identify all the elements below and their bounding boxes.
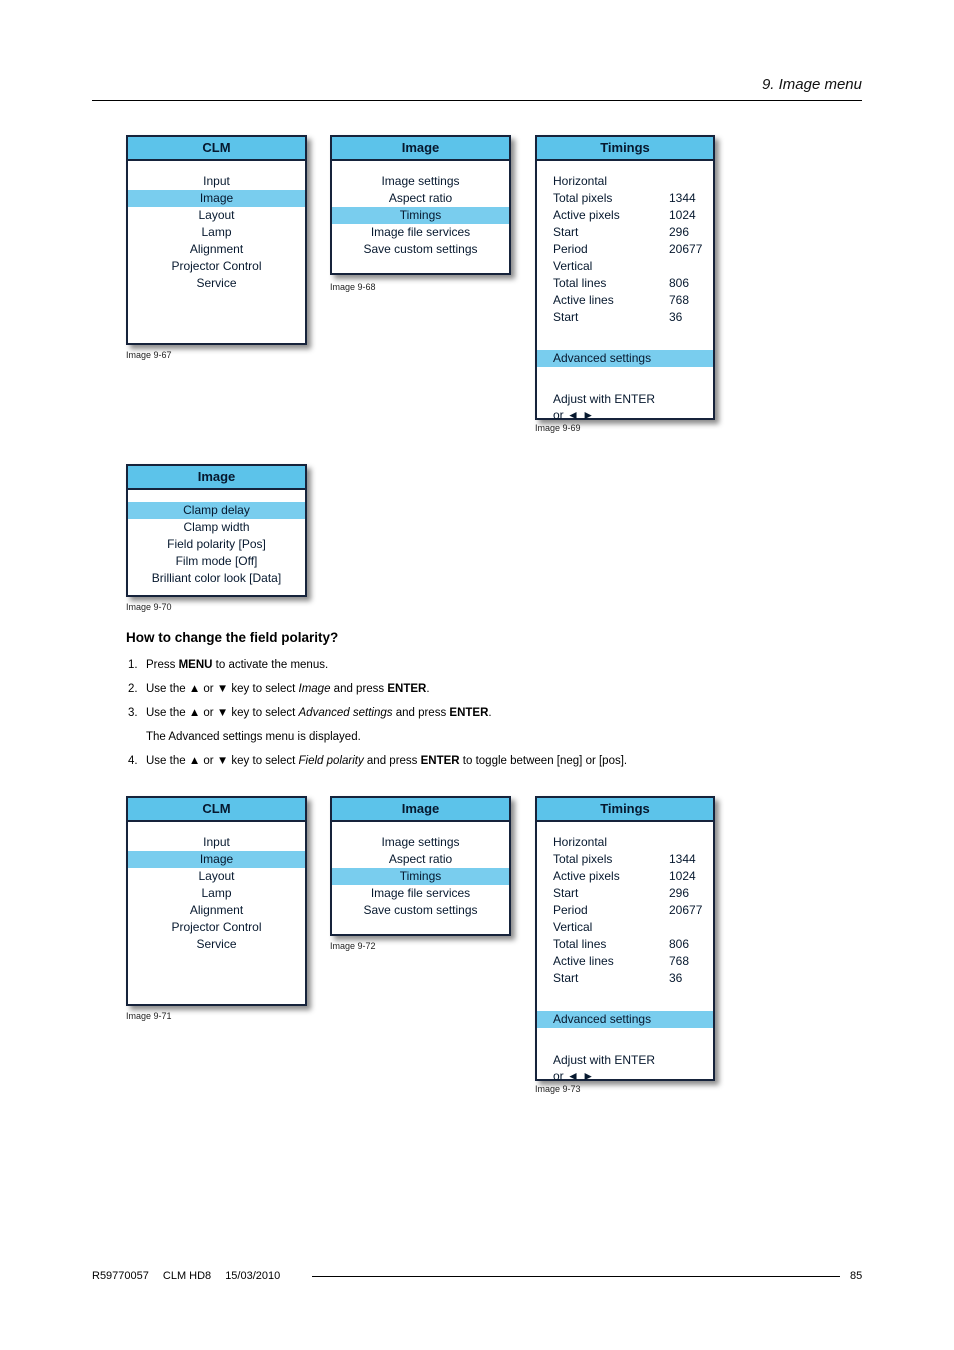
menu-item: Image file services [370, 225, 471, 239]
hint-text [537, 1052, 713, 1084]
step-text: Use the ▲ or ▼ key to select [146, 707, 299, 719]
figure-caption: Image 9-70 [126, 602, 172, 612]
menu-item-highlighted: Timings [332, 207, 509, 224]
step-text: and press [330, 683, 388, 695]
row-label: Start [553, 886, 579, 900]
menu-item-list [128, 490, 305, 587]
step-menu-name: Advanced settings [298, 707, 393, 719]
row-label: Total pixels [553, 852, 613, 866]
step-1 [128, 658, 768, 672]
timings-row [537, 224, 713, 241]
hint-line-2: or ◄ ► [553, 1069, 595, 1083]
footer-date: 15/03/2010 [225, 1270, 281, 1282]
row-value: 20677 [669, 903, 703, 917]
hint-line-1: Adjust with ENTER [553, 1053, 656, 1067]
row-label: Horizontal [553, 174, 608, 188]
menu-title: Image [128, 466, 305, 490]
row-value: 806 [669, 937, 690, 951]
step-key: MENU [178, 659, 213, 671]
menu-item: Aspect ratio [388, 852, 453, 866]
menu-item: Service [196, 937, 237, 951]
header-rule [92, 100, 862, 101]
image-advanced-menu-figure [126, 464, 307, 597]
row-label: Horizontal [553, 835, 608, 849]
figure-caption: Image 9-68 [330, 282, 376, 292]
timings-row [537, 851, 713, 868]
hint-line-2: or ◄ ► [553, 408, 595, 422]
menu-item: Field polarity [Pos] [167, 537, 266, 551]
row-value: 768 [669, 293, 690, 307]
timings-row [537, 936, 713, 953]
menu-item: Layout [198, 869, 235, 883]
step-text: . [426, 683, 430, 695]
step-text: to activate the menus. [212, 659, 329, 671]
timings-row [537, 241, 713, 258]
menu-item-list [128, 822, 305, 953]
timings-row [537, 190, 713, 207]
menu-title: CLM [128, 137, 305, 161]
step-text: . [488, 707, 492, 719]
figure-caption: Image 9-71 [126, 1011, 172, 1021]
step-number: 2. [128, 683, 138, 695]
footer-rule [312, 1276, 840, 1277]
row-label: Total pixels [553, 191, 613, 205]
timings-row [537, 919, 713, 936]
step-text: and press [392, 707, 450, 719]
step-key: ENTER [387, 683, 427, 695]
menu-item: Clamp width [183, 520, 250, 534]
timings-menu-figure-2 [535, 796, 715, 1081]
menu-item-highlighted: Image [128, 190, 305, 207]
menu-title: CLM [128, 798, 305, 822]
timings-row [537, 834, 713, 851]
row-value: 1024 [669, 208, 696, 222]
row-value: 1024 [669, 869, 696, 883]
step-text: Use the ▲ or ▼ key to select [146, 683, 299, 695]
row-label: Period [553, 242, 588, 256]
menu-item: Input [203, 174, 230, 188]
step-2 [128, 682, 768, 696]
menu-item: Input [203, 835, 230, 849]
row-label: Active lines [553, 293, 614, 307]
hint-line-1: Adjust with ENTER [553, 392, 656, 406]
row-label: Period [553, 903, 588, 917]
row-value: 296 [669, 886, 690, 900]
procedure-steps [128, 658, 768, 778]
menu-item: Alignment [189, 242, 244, 256]
timings-row [537, 868, 713, 885]
row-label: Total lines [553, 276, 607, 290]
step-text: and press [363, 755, 421, 767]
timings-row [537, 275, 713, 292]
timings-row [537, 885, 713, 902]
menu-title: Image [332, 798, 509, 822]
menu-item: Image settings [381, 174, 460, 188]
figure-caption: Image 9-73 [535, 1084, 581, 1094]
step-menu-name: Field polarity [298, 755, 364, 767]
image-menu-figure-2 [330, 796, 511, 936]
timings-row [537, 953, 713, 970]
menu-item: Service [196, 276, 237, 290]
menu-item: Projector Control [171, 920, 262, 934]
timings-row [537, 173, 713, 190]
step-key: ENTER [449, 707, 489, 719]
menu-item: Image file services [370, 886, 471, 900]
timings-rows [537, 161, 713, 326]
step-3 [128, 706, 768, 720]
advanced-settings-bar: Advanced settings [537, 350, 713, 367]
step-number: 3. [128, 707, 138, 719]
menu-item-highlighted: Image [128, 851, 305, 868]
step-text: to toggle between [neg] or [pos]. [459, 755, 628, 767]
menu-item: Image settings [381, 835, 460, 849]
step-number: 1. [128, 659, 138, 671]
timings-row [537, 258, 713, 275]
menu-item-list [128, 161, 305, 292]
clm-menu-figure-1 [126, 135, 307, 345]
timings-rows [537, 822, 713, 987]
row-label: Vertical [553, 259, 593, 273]
menu-item: Layout [198, 208, 235, 222]
timings-row [537, 902, 713, 919]
menu-title: Timings [537, 137, 713, 161]
hint-text [537, 391, 713, 423]
row-label: Active lines [553, 954, 614, 968]
row-value: 296 [669, 225, 690, 239]
row-label: Start [553, 971, 579, 985]
footer-doc-number: R59770057 [92, 1270, 149, 1282]
figure-caption: Image 9-72 [330, 941, 376, 951]
row-value: 36 [669, 310, 683, 324]
clm-menu-figure-2 [126, 796, 307, 1006]
menu-item-list [332, 822, 509, 919]
timings-row [537, 207, 713, 224]
menu-item-highlighted: Clamp delay [128, 502, 305, 519]
step-text: Press [146, 659, 179, 671]
menu-item: Save custom settings [363, 242, 478, 256]
row-label: Total lines [553, 937, 607, 951]
row-label: Active pixels [553, 869, 620, 883]
timings-row [537, 970, 713, 987]
menu-item: Lamp [201, 225, 232, 239]
row-label: Start [553, 225, 579, 239]
footer-left [92, 1270, 294, 1282]
row-value: 806 [669, 276, 690, 290]
row-value: 1344 [669, 852, 696, 866]
menu-item: Save custom settings [363, 903, 478, 917]
step-menu-name: Image [298, 683, 331, 695]
advanced-settings-bar: Advanced settings [537, 1011, 713, 1028]
menu-item: Brilliant color look [Data] [151, 571, 282, 585]
how-to-heading: How to change the field polarity? [126, 630, 339, 645]
figure-caption: Image 9-69 [535, 423, 581, 433]
menu-title: Timings [537, 798, 713, 822]
menu-item-highlighted: Timings [332, 868, 509, 885]
row-label: Vertical [553, 920, 593, 934]
image-menu-figure-1 [330, 135, 511, 275]
step-number: 4. [128, 755, 138, 767]
footer-product: CLM HD8 [162, 1270, 212, 1282]
timings-row [537, 309, 713, 326]
step-key: ENTER [420, 755, 460, 767]
row-value: 20677 [669, 242, 703, 256]
menu-item: Film mode [Off] [175, 554, 258, 568]
footer-page-number: 85 [850, 1270, 863, 1282]
row-value: 768 [669, 954, 690, 968]
menu-item: Aspect ratio [388, 191, 453, 205]
page-title: 9. Image menu [761, 76, 862, 93]
menu-item: Lamp [201, 886, 232, 900]
menu-title: Image [332, 137, 509, 161]
step-4 [128, 754, 768, 768]
row-label: Active pixels [553, 208, 620, 222]
menu-item: Alignment [189, 903, 244, 917]
row-label: Start [553, 310, 579, 324]
timings-row [537, 292, 713, 309]
row-value: 1344 [669, 191, 696, 205]
timings-menu-figure-1 [535, 135, 715, 420]
menu-item: Projector Control [171, 259, 262, 273]
menu-item-list [332, 161, 509, 258]
step-3-note: The Advanced settings menu is displayed. [146, 731, 361, 743]
row-value: 36 [669, 971, 683, 985]
step-text: Use the ▲ or ▼ key to select [146, 755, 299, 767]
figure-caption: Image 9-67 [126, 350, 172, 360]
